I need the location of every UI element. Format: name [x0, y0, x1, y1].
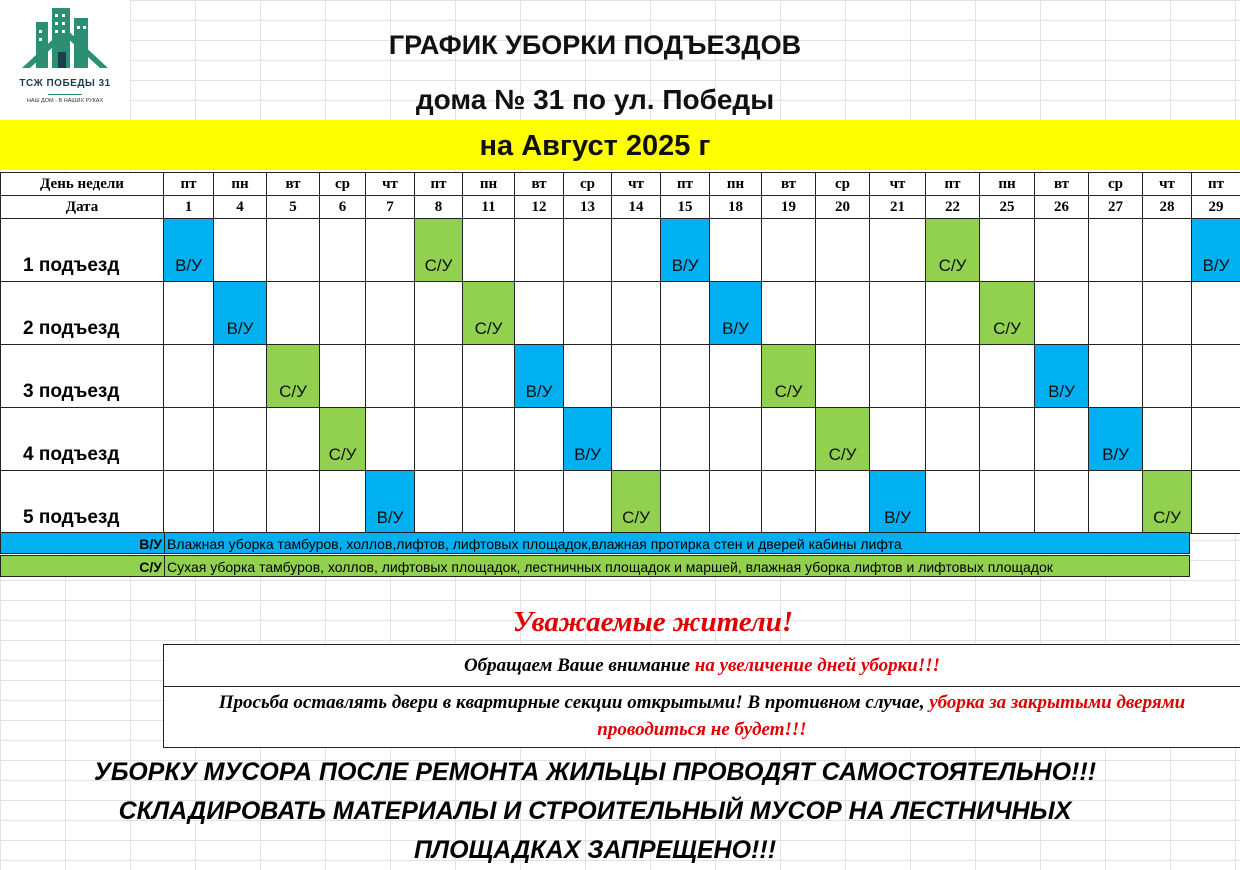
weekday-cell: пт [661, 173, 710, 196]
schedule-cell [762, 471, 816, 534]
notice-title: Уважаемые жители! [512, 606, 794, 638]
schedule-cell [762, 345, 816, 408]
schedule-cell [415, 282, 463, 345]
schedule-cell [320, 471, 366, 534]
weekday-cell: ср [564, 173, 612, 196]
weekday-cell: вт [267, 173, 320, 196]
weekday-cell: пн [980, 173, 1035, 196]
schedule-cell [926, 471, 980, 534]
schedule-cell [1089, 282, 1143, 345]
schedule-cell [515, 282, 564, 345]
schedule-cell [980, 408, 1035, 471]
legend-code: С/У [1, 556, 165, 577]
schedule-cell [612, 282, 661, 345]
schedule-cell [816, 408, 870, 471]
date-cell: 5 [267, 196, 320, 219]
page-title: ГРАФИК УБОРКИ ПОДЪЕЗДОВ [388, 30, 802, 60]
cleaning-type-code: В/У [1048, 382, 1075, 401]
cleaning-type-code: В/У [1202, 256, 1230, 275]
weekday-label: День недели [1, 173, 164, 196]
schedule-cell [710, 471, 762, 534]
schedule-cell [366, 282, 415, 345]
schedule-cell [515, 408, 564, 471]
date-cell: 12 [515, 196, 564, 219]
cleaning-schedule-table [0, 172, 1240, 534]
schedule-cell [320, 219, 366, 282]
schedule-cell [214, 282, 267, 345]
logo-name: ТСЖ ПОБЕДЫ 31 [19, 78, 111, 89]
schedule-cell [926, 408, 980, 471]
date-cell: 15 [661, 196, 710, 219]
weekday-cell: чт [870, 173, 926, 196]
schedule-cell [164, 408, 214, 471]
entrance-name: 2 подъезд [1, 282, 164, 345]
entrance-row [1, 471, 1240, 534]
schedule-cell [463, 282, 515, 345]
date-label: Дата [1, 196, 164, 219]
schedule-cell [320, 345, 366, 408]
cleaning-type-code: С/У [279, 382, 307, 401]
notice-line-2-highlight: уборка за закрытыми дверями проводиться не будет!!! [597, 692, 1186, 740]
weekday-cell: пт [415, 173, 463, 196]
notice-line-1-highlight: на увеличение дней уборки!!! [694, 655, 941, 676]
schedule-cell [661, 408, 710, 471]
schedule-cell [661, 219, 710, 282]
schedule-cell [415, 471, 463, 534]
date-cell: 11 [463, 196, 515, 219]
cleaning-type-code: В/У [175, 256, 202, 275]
schedule-cell [214, 345, 267, 408]
schedule-cell [762, 408, 816, 471]
schedule-cell [926, 219, 980, 282]
weekday-cell: чт [1143, 173, 1192, 196]
schedule-cell [980, 345, 1035, 408]
schedule-cell [816, 345, 870, 408]
date-cell: 14 [612, 196, 661, 219]
schedule-cell [762, 282, 816, 345]
schedule-cell [1035, 471, 1089, 534]
weekday-cell: ср [320, 173, 366, 196]
schedule-cell [661, 345, 710, 408]
schedule-cell [1192, 471, 1240, 534]
date-cell: 8 [415, 196, 463, 219]
date-cell: 20 [816, 196, 870, 219]
date-cell: 6 [320, 196, 366, 219]
date-cell: 25 [980, 196, 1035, 219]
date-cell: 1 [164, 196, 214, 219]
schedule-cell [1143, 471, 1192, 534]
cleaning-type-code: В/У [884, 508, 911, 527]
month-title: на Август 2025 г [479, 130, 711, 162]
schedule-cell [816, 282, 870, 345]
schedule-cell [980, 282, 1035, 345]
logo-slogan: НАШ ДОМ - В НАШИХ РУКАХ [26, 98, 104, 104]
schedule-cell [366, 345, 415, 408]
schedule-cell [463, 219, 515, 282]
cleaning-type-code: С/У [622, 508, 650, 527]
schedule-cell [980, 471, 1035, 534]
schedule-cell [564, 282, 612, 345]
schedule-cell [1143, 345, 1192, 408]
cleaning-type-code: В/У [525, 382, 553, 401]
entrance-name: 3 подъезд [1, 345, 164, 408]
schedule-cell [164, 282, 214, 345]
schedule-cell [870, 345, 926, 408]
schedule-cell [267, 345, 320, 408]
schedule-cell [267, 408, 320, 471]
schedule-cell [267, 282, 320, 345]
entrance-name: 5 подъезд [1, 471, 164, 534]
weekday-cell: ср [1089, 173, 1143, 196]
schedule-cell [463, 471, 515, 534]
weekday-cell: пн [214, 173, 267, 196]
schedule-cell [1089, 219, 1143, 282]
schedule-cell [214, 471, 267, 534]
weekday-cell: ср [816, 173, 870, 196]
schedule-cell [515, 219, 564, 282]
entrance-row [1, 345, 1240, 408]
date-cell: 18 [710, 196, 762, 219]
entrance-name: 4 подъезд [1, 408, 164, 471]
schedule-cell [515, 345, 564, 408]
schedule-cell [214, 219, 267, 282]
cleaning-type-code: В/У [376, 508, 404, 527]
schedule-cell [762, 219, 816, 282]
schedule-cell [1192, 282, 1240, 345]
cleaning-type-code: В/У [671, 256, 699, 275]
cleaning-type-code: В/У [574, 445, 601, 464]
date-cell: 22 [926, 196, 980, 219]
schedule-cell [710, 408, 762, 471]
schedule-cell [1143, 282, 1192, 345]
schedule-cell [816, 471, 870, 534]
schedule-cell [926, 282, 980, 345]
weekday-cell: вт [762, 173, 816, 196]
entrance-name: 1 подъезд [1, 219, 164, 282]
entrance-row [1, 219, 1240, 282]
schedule-cell [1035, 345, 1089, 408]
schedule-cell [320, 282, 366, 345]
schedule-cell [1192, 219, 1240, 282]
cleaning-type-code: В/У [722, 319, 749, 338]
schedule-cell [612, 471, 661, 534]
schedule-cell [515, 471, 564, 534]
weekday-cell: пт [164, 173, 214, 196]
schedule-cell [415, 219, 463, 282]
schedule-cell [710, 219, 762, 282]
cleaning-type-code: В/У [226, 319, 254, 338]
schedule-cell [1143, 219, 1192, 282]
schedule-cell [710, 282, 762, 345]
weekday-cell: вт [1035, 173, 1089, 196]
schedule-cell [1089, 345, 1143, 408]
schedule-cell [366, 408, 415, 471]
schedule-cell [463, 345, 515, 408]
date-cell: 13 [564, 196, 612, 219]
cleaning-type-code: С/У [474, 319, 503, 338]
date-cell: 7 [366, 196, 415, 219]
schedule-cell [870, 282, 926, 345]
schedule-cell [816, 219, 870, 282]
schedule-cell [267, 219, 320, 282]
schedule-cell [1192, 345, 1240, 408]
schedule-cell [164, 219, 214, 282]
schedule-cell [1035, 282, 1089, 345]
warning-line-3: ПЛОЩАДКАХ ЗАПРЕЩЕНО!!! [413, 836, 777, 864]
weekday-cell: пн [710, 173, 762, 196]
schedule-cell [870, 471, 926, 534]
weekday-cell: пн [463, 173, 515, 196]
schedule-cell [366, 219, 415, 282]
legend-text: Сухая уборка тамбуров, холлов, лифтовых площадок, лестничных площадок и маршей, влажная уборка лифтов и лифтовых площадок [167, 559, 1053, 575]
weekday-cell: пт [1192, 173, 1240, 196]
schedule-cell [612, 408, 661, 471]
date-cell: 4 [214, 196, 267, 219]
cleaning-type-code: С/У [424, 256, 453, 275]
notice-line-2 [164, 689, 1240, 743]
schedule-cell [1035, 219, 1089, 282]
cleaning-type-code: С/У [328, 445, 357, 464]
legend-text: Влажная уборка тамбуров, холлов,лифтов, лифтовых площадок,влажная протирка стен и дверей кабины лифта [167, 536, 902, 552]
schedule-cell [1089, 408, 1143, 471]
schedule-cell [564, 219, 612, 282]
cleaning-type-code: С/У [774, 382, 803, 401]
schedule-cell [612, 345, 661, 408]
schedule-cell [612, 219, 661, 282]
schedule-cell [463, 408, 515, 471]
schedule-cell [1143, 408, 1192, 471]
legend-code: В/У [1, 533, 165, 554]
date-cell: 27 [1089, 196, 1143, 219]
notice-box [163, 644, 1240, 748]
notice-line-1 [164, 645, 1240, 687]
schedule-cell [564, 345, 612, 408]
page-subtitle-address: дома № 31 по ул. Победы [415, 84, 775, 115]
weekday-header-row [1, 173, 1240, 196]
weekday-cell: чт [612, 173, 661, 196]
schedule-cell [710, 345, 762, 408]
schedule-cell [661, 282, 710, 345]
schedule-cell [564, 471, 612, 534]
schedule-cell [415, 345, 463, 408]
warning-line-2: СКЛАДИРОВАТЬ МАТЕРИАЛЫ И СТРОИТЕЛЬНЫЙ МУСОР НА ЛЕСТНИЧНЫХ [118, 797, 1072, 825]
notice-line-1-text: Обращаем Ваше внимание [463, 655, 695, 676]
warning-line-1: УБОРКУ МУСОРА ПОСЛЕ РЕМОНТА ЖИЛЬЦЫ ПРОВОДЯТ САМОСТОЯТЕЛЬНО!!! [93, 758, 1097, 786]
schedule-cell [320, 408, 366, 471]
schedule-cell [661, 471, 710, 534]
entrance-row [1, 282, 1240, 345]
weekday-cell: пт [926, 173, 980, 196]
date-cell: 29 [1192, 196, 1240, 219]
notice-line-2-text: Просьба оставлять двери в квартирные секции открытыми! В противном случае, [218, 692, 930, 713]
legend-wet-cleaning [0, 532, 1190, 554]
date-header-row [1, 196, 1240, 219]
date-cell: 21 [870, 196, 926, 219]
weekday-cell: чт [366, 173, 415, 196]
schedule-cell [214, 408, 267, 471]
schedule-cell [1089, 471, 1143, 534]
cleaning-type-code: С/У [828, 445, 857, 464]
schedule-cell [870, 408, 926, 471]
schedule-cell [980, 219, 1035, 282]
schedule-cell [870, 219, 926, 282]
cleaning-type-code: С/У [1153, 508, 1181, 527]
date-cell: 26 [1035, 196, 1089, 219]
schedule-cell [164, 345, 214, 408]
entrance-row [1, 408, 1240, 471]
cleaning-type-code: С/У [993, 319, 1021, 338]
schedule-cell [366, 471, 415, 534]
schedule-cell [926, 345, 980, 408]
schedule-cell [564, 408, 612, 471]
weekday-cell: вт [515, 173, 564, 196]
legend-dry-cleaning [0, 555, 1190, 577]
schedule-cell [415, 408, 463, 471]
cleaning-type-code: С/У [938, 256, 967, 275]
schedule-cell [267, 471, 320, 534]
date-cell: 28 [1143, 196, 1192, 219]
date-cell: 19 [762, 196, 816, 219]
cleaning-type-code: В/У [1102, 445, 1129, 464]
schedule-cell [1192, 408, 1240, 471]
schedule-cell [164, 471, 214, 534]
schedule-cell [1035, 408, 1089, 471]
